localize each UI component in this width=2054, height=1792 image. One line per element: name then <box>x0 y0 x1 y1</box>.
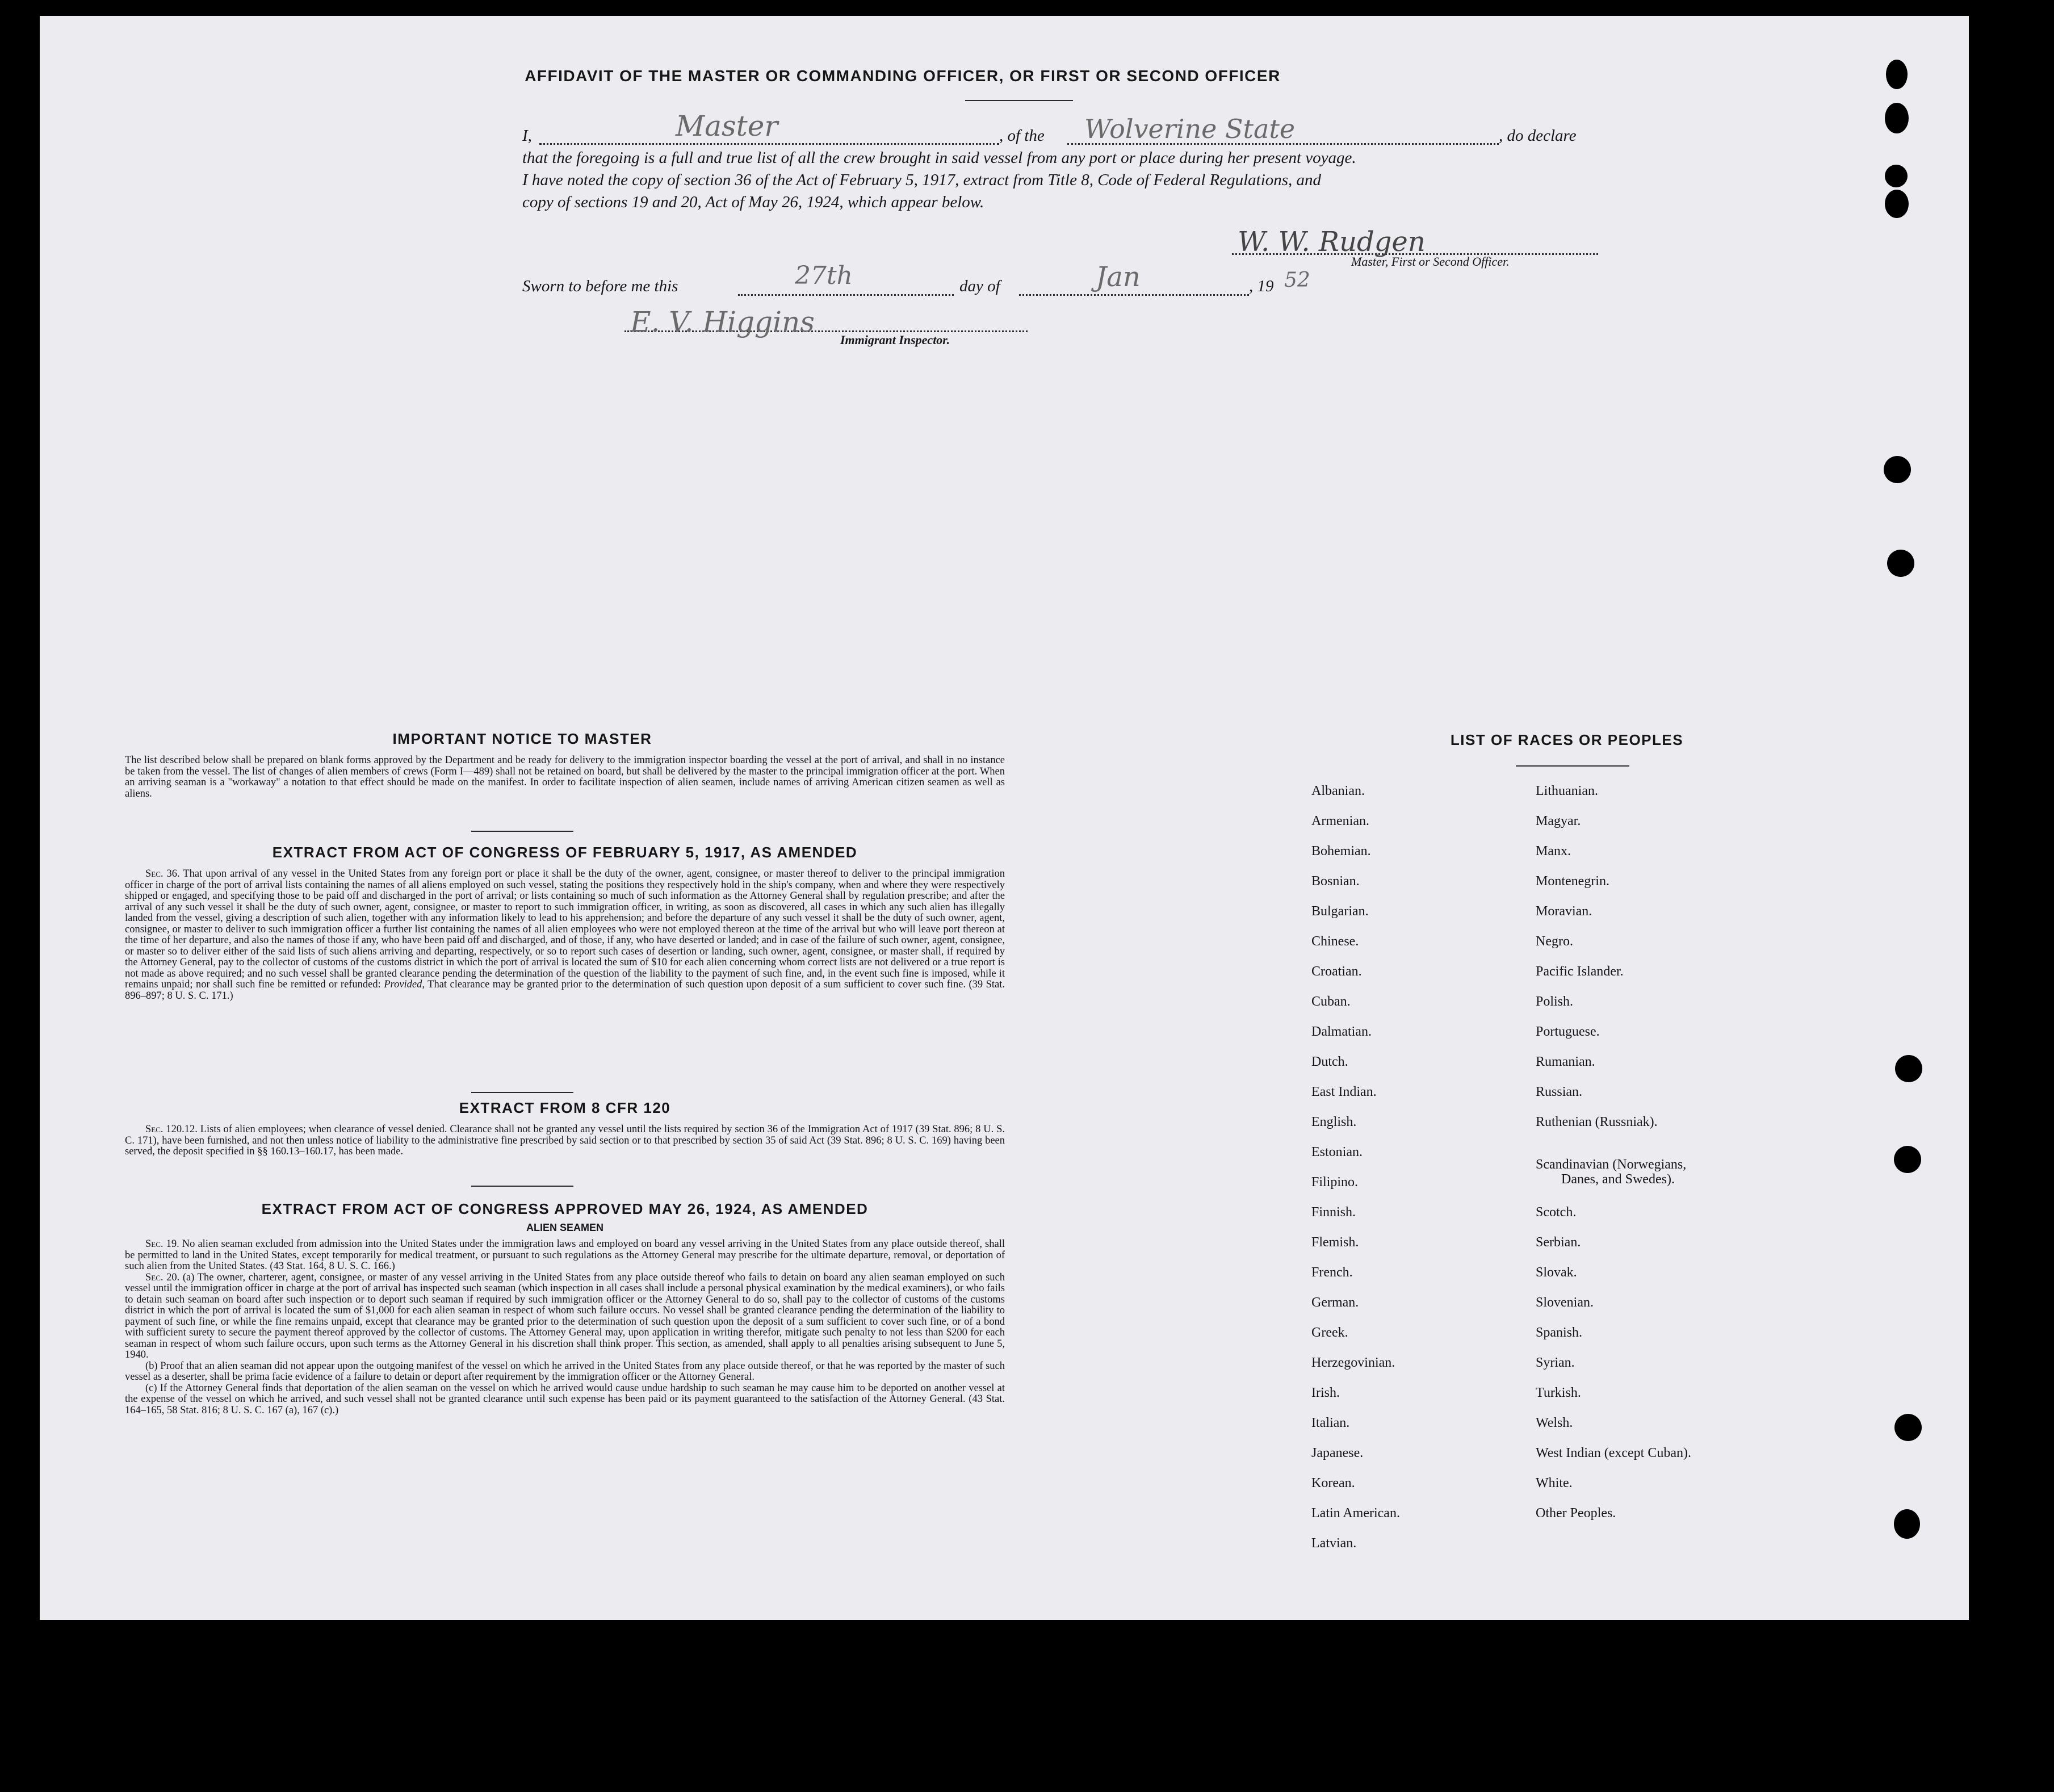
race-left-10: Dutch. <box>1311 1054 1348 1069</box>
notice-title: IMPORTANT NOTICE TO MASTER <box>392 730 652 747</box>
race-right-17: Slovenian. <box>1536 1295 1594 1310</box>
sec-20c-text: (c) If the Attorney General finds that deportation of the alien seaman on the vessel on which he arrived would cause undue hardship to such seaman he may cause him to be deported on another vessel at the expense of the vessel on which he arrived, and such vessel shall not be granted clearance until such expense has been paid or its payment guaranteed to the satisfaction of the Attorney General. (43 Stat. 164–165, 58 Stat. 816; 8 U. S. C. 167 (a), 167 (c).) <box>125 1382 1005 1416</box>
race-right-19: Syrian. <box>1536 1355 1575 1370</box>
race-left-6: Chinese. <box>1311 934 1359 949</box>
declaration-line-1: that the foregoing is a full and true list of all the crew brought in said vessel from any port or place during her present voyage. <box>522 149 1356 167</box>
extract-cfr-rule <box>471 1186 573 1187</box>
race-left-4: Bosnian. <box>1311 874 1360 889</box>
race-left-21: Irish. <box>1311 1385 1340 1400</box>
punch-hole <box>1894 1509 1920 1539</box>
declaration-line-3: copy of sections 19 and 20, Act of May 26, 1924, which appear below. <box>522 193 984 211</box>
race-left-3: Bohemian. <box>1311 844 1371 859</box>
inspector-signature: E. V. Higgins <box>630 305 815 338</box>
race-left-17: French. <box>1311 1265 1353 1280</box>
race-left-2: Armenian. <box>1311 814 1369 828</box>
of-the-label: , of the <box>999 127 1045 145</box>
race-right-10: Rumanian. <box>1536 1054 1595 1069</box>
i-label: I, <box>522 127 532 145</box>
race-left-22: Italian. <box>1311 1416 1350 1430</box>
race-right-13: Scandinavian (Norwegians, <box>1536 1157 1687 1172</box>
day-line <box>738 294 954 296</box>
sec-120-label: Sec. 120.12. <box>145 1124 198 1135</box>
race-right-20: Turkish. <box>1536 1385 1581 1400</box>
punch-hole <box>1895 1055 1922 1082</box>
alien-seamen-subtitle: ALIEN SEAMEN <box>526 1222 603 1233</box>
race-left-7: Croatian. <box>1311 964 1362 979</box>
signature-caption: Master, First or Second Officer. <box>1351 254 1510 269</box>
race-left-26: Latvian. <box>1311 1536 1357 1551</box>
officer-handwritten: Master <box>676 110 778 143</box>
sec-19-label: Sec. 19. <box>145 1238 179 1250</box>
sworn-day: 27th <box>795 261 853 290</box>
race-right-11: Russian. <box>1536 1085 1583 1099</box>
race-left-20: Herzegovinian. <box>1311 1355 1395 1370</box>
sec-36-text: That upon arrival of any vessel in the United States from any foreign port or place it shall be the duty of the owner, agent, consignee, or master thereof to deliver to the principal immigration officer in charge of the port of arrival lists containing the names of all aliens employed on such vessel, stating the positions they respectively hold in the ship's company, when and where they were respectively shipped or engaged, and specifying those to be paid off and discharged in the port of arrival; or lists containing so much of such information as the Attorney General shall by regulation prescribe; and after the arrival of any such vessel it shall be the duty of such owner, agent, consignee, or master to report to such immigration officer, in writing, as soon as discovered, all cases in which any such alien has illegally landed from the vessel, giving a description of such alien, together with any information likely to lead to his apprehension; and before the departure of any such vessel it shall be the duty of such owner, agent, consignee, or master to deliver to such immigration officer a further list containing the names of all alien employees who were not employed thereon at the time of the arrival but who will leave port thereon at the time of her departure, and also the names of those if any, who have been paid off and discharged, and of those, if any, who have deserted or landed; and in case of the failure of such owner, agent, consignee, or master so to deliver either of the said lists of such aliens arriving and departing, respectively, or so to report such cases of desertion or landing, such owner, agent, consignee, or master shall, if required by the Attorney General, pay to the collector of customs of the customs district in which the port of arrival is located the sum of $10 for each alien concerning whom correct lists are not delivered or a true report is not made as above required; and no such vessel shall be granted clearance pending the determination of the question of the liability to the payment of such fine, and, in the event such fine is imposed, while it remains unpaid; nor shall such fine be remitted or refunded: <box>125 868 1005 990</box>
race-right-22: West Indian (except Cuban). <box>1536 1446 1691 1460</box>
extract-1924-title: EXTRACT FROM ACT OF CONGRESS APPROVED MAY 26, 1924, AS AMENDED <box>261 1200 869 1217</box>
day-of-label: day of <box>959 277 1000 295</box>
race-left-15: Finnish. <box>1311 1205 1356 1220</box>
title-rule <box>965 100 1073 101</box>
sec-20b-text: (b) Proof that an alien seaman did not appear upon the outgoing manifest of the vessel on which he arrived in the United States from any place outside thereof, or that he was reported by the master of such vessel as a deserter, shall be prima facie evidence of a failure to detain or deport after requirement by the immigration officer or the Attorney General. <box>125 1360 1005 1383</box>
race-left-18: German. <box>1311 1295 1359 1310</box>
inspector-caption: Immigrant Inspector. <box>840 333 950 347</box>
officer-line <box>539 143 999 145</box>
race-left-12: English. <box>1311 1115 1357 1129</box>
extract-1917-title: EXTRACT FROM ACT OF CONGRESS OF FEBRUARY 5, 1917, AS AMENDED <box>272 844 858 861</box>
race-right-18: Spanish. <box>1536 1325 1583 1340</box>
race-right-24: Other Peoples. <box>1536 1506 1616 1521</box>
race-left-16: Flemish. <box>1311 1235 1359 1250</box>
sec-36-text-end: That clearance may be granted prior to the determination of such question upon deposit of a sum sufficient to cover such fine. (39 Stat. 896–897; 8 U. S. C. 171.) <box>125 979 1005 1002</box>
race-left-24: Korean. <box>1311 1476 1355 1490</box>
race-left-9: Dalmatian. <box>1311 1024 1372 1039</box>
notice-rule <box>471 831 573 832</box>
race-right-3: Manx. <box>1536 844 1571 859</box>
sworn-label: Sworn to before me this <box>522 277 678 295</box>
notice-text: The list described below shall be prepared on blank forms approved by the Department and be ready for delivery to the immigration inspector boarding the vessel at the port of arrival, and shall in no instance be taken from the vessel. The list of changes of alien members of crews (Form I—489) shall not be retained on board, but shall be delivered by the master to the principal immigration officer at the port. When an arriving seaman is a "workaway" a notation to that effect should be made on the manifest. In order to facilitate inspection of alien seamen, include names of arriving American citizen seamen as well as aliens. <box>125 755 1005 799</box>
race-right-6: Negro. <box>1536 934 1573 949</box>
month-line <box>1019 294 1249 296</box>
race-right-16: Slovak. <box>1536 1265 1577 1280</box>
sworn-month: Jan <box>1096 261 1141 293</box>
race-right-12: Ruthenian (Russniak). <box>1536 1115 1658 1129</box>
race-left-5: Bulgarian. <box>1311 904 1369 919</box>
punch-hole <box>1885 190 1909 218</box>
extract-cfr-body <box>125 1124 1005 1158</box>
race-right-2: Magyar. <box>1536 814 1581 828</box>
race-right-5: Moravian. <box>1536 904 1592 919</box>
extract-1924-body <box>125 1239 1005 1416</box>
race-right-21: Welsh. <box>1536 1416 1573 1430</box>
race-left-1: Albanian. <box>1311 784 1365 798</box>
extract-1917-rule <box>471 1092 573 1093</box>
sec-36-label: Sec. 36. <box>145 868 180 880</box>
race-right-1: Lithuanian. <box>1536 784 1598 798</box>
race-right-8: Polish. <box>1536 994 1574 1009</box>
master-signature: W. W. Rudgen <box>1238 226 1426 258</box>
race-right-9: Portuguese. <box>1536 1024 1600 1039</box>
races-rule <box>1516 765 1629 767</box>
race-right-13b: Danes, and Swedes). <box>1561 1172 1675 1187</box>
races-title: LIST OF RACES OR PEOPLES <box>1450 731 1684 748</box>
declaration-line-2: I have noted the copy of section 36 of the Act of February 5, 1917, extract from Title 8, Code of Federal Regulations, and <box>522 171 1322 189</box>
race-right-7: Pacific Islander. <box>1536 964 1624 979</box>
sec-20a-text: (a) The owner, charterer, agent, consignee, or master of any vessel arriving in the United States from any place outside thereof who fails to detain on board any alien seaman employed on such vessel until the immigration officer in charge at the port of arrival has inspected such seaman (which inspection in all cases shall include a personal physical examination by the medical examiners), or who fails to detain such seaman on board after such inspection or to deport such seaman if required by such immigration officer or the Attorney General to do so, shall pay to the collector of customs of the customs district in which the port of arrival is located the sum of $1,000 for each alien seaman in respect of whom such failure occurs. No vessel shall be granted clearance pending the determination of the liability to payment of such fine, or while the fine remains unpaid, except that clearance may be granted prior to the determination of such question upon the deposit of a sum sufficient to cover such fine, or of a bond with sufficient surety to secure the payment thereof approved by the collector of customs. The Attorney General may, upon application in writing therefor, mitigate such penalty to not less than $200 for each seaman in respect of whom such failure occurs, upon such terms as the Attorney General in his discretion shall think proper. This section, as amended, shall apply to all penalties arising subsequent to June 5, 1940. <box>125 1271 1005 1360</box>
race-left-23: Japanese. <box>1311 1446 1364 1460</box>
race-left-14: Filipino. <box>1311 1175 1359 1190</box>
race-right-4: Montenegrin. <box>1536 874 1609 889</box>
race-left-25: Latin American. <box>1311 1506 1400 1521</box>
punch-hole <box>1894 1414 1922 1441</box>
punch-hole <box>1887 550 1914 577</box>
race-left-11: East Indian. <box>1311 1085 1377 1099</box>
race-right-23: White. <box>1536 1476 1573 1490</box>
sec-20-label: Sec. 20. <box>145 1271 180 1283</box>
extract-1917-body <box>125 869 1005 1002</box>
punch-hole <box>1885 103 1909 133</box>
race-left-19: Greek. <box>1311 1325 1348 1340</box>
affidavit-title: AFFIDAVIT OF THE MASTER OR COMMANDING OFFICER, OR FIRST OR SECOND OFFICER <box>525 67 1281 85</box>
race-right-15: Serbian. <box>1536 1235 1581 1250</box>
punch-hole <box>1886 60 1908 89</box>
document-page <box>40 16 1969 1620</box>
race-left-13: Estonian. <box>1311 1145 1363 1159</box>
race-left-8: Cuban. <box>1311 994 1351 1009</box>
year-handwritten: 52 <box>1284 269 1310 292</box>
declare-label: , do declare <box>1499 127 1577 145</box>
extract-cfr-title: EXTRACT FROM 8 CFR 120 <box>459 1099 671 1116</box>
punch-hole <box>1894 1146 1921 1173</box>
proviso-label: Provided, <box>384 979 425 990</box>
punch-hole <box>1885 165 1908 187</box>
sec-19-text: No alien seaman excluded from admission into the United States under the immigration laws and employed on board any vessel arriving in the United States from any place outside thereof, shall be permitted to land in the United States, except temporarily for medical treatment, or pursuant to such regulations as the Attorney General may prescribe for the ultimate departure, removal, or deportation of such alien from the United States. (43 Stat. 164, 8 U. S. C. 166.) <box>125 1238 1005 1272</box>
sec-120-text: Lists of alien employees; when clearance of vessel denied. Clearance shall not be granted any vessel until the lists required by section 36 of the Immigration Act of 1917 (39 Stat. 896; 8 U. S. C. 171), have been furnished, and not then unless notice of liability to the administrative fine prescribed by said section or to that prescribed by section 35 of said Act (39 Stat. 896; 8 U. S. C. 169) having been served, the deposit specified in §§ 160.13–160.17, has been made. <box>125 1124 1005 1157</box>
vessel-handwritten: Wolverine State <box>1084 114 1296 144</box>
race-right-14: Scotch. <box>1536 1205 1577 1220</box>
punch-hole <box>1884 456 1911 483</box>
year-prefix: , 19 <box>1249 277 1274 295</box>
